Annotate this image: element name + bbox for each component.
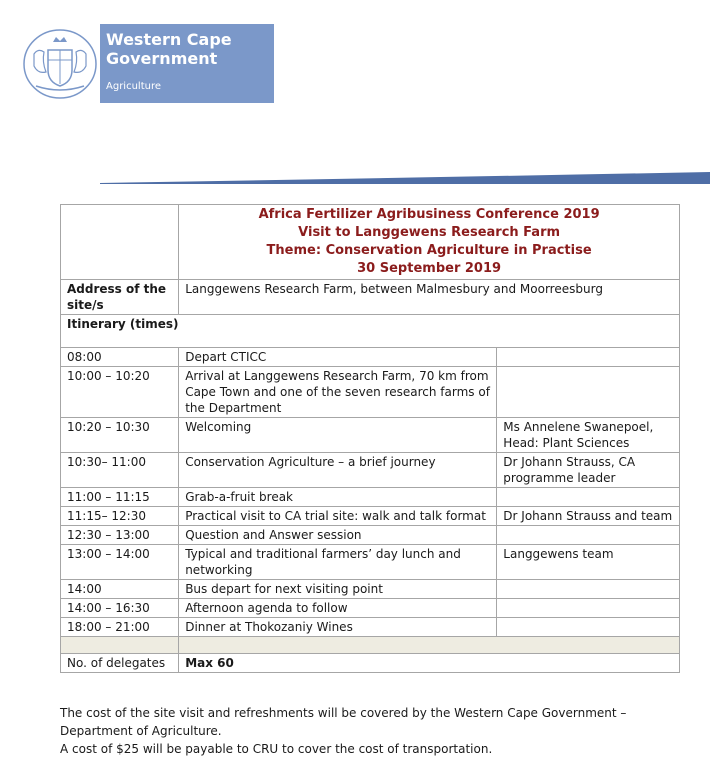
logo-line-2: Government bbox=[106, 49, 218, 68]
schedule-row bbox=[61, 545, 680, 580]
schedule-row bbox=[61, 526, 680, 545]
schedule-person bbox=[497, 367, 680, 418]
title-row bbox=[61, 205, 680, 280]
theme-title: Theme: Conservation Agriculture in Practise bbox=[266, 243, 592, 258]
title-left-cell bbox=[61, 205, 179, 280]
schedule-row bbox=[61, 507, 680, 526]
schedule-activity: Dinner at Thokozaniy Wines bbox=[179, 618, 497, 637]
address-label: Address of the site/s bbox=[61, 280, 179, 315]
coat-of-arms-icon bbox=[20, 24, 100, 103]
visit-date: 30 September 2019 bbox=[357, 261, 502, 276]
schedule-person bbox=[497, 599, 680, 618]
schedule-person: Ms Annelene Swanepoel, Head: Plant Sciences bbox=[497, 418, 680, 453]
schedule-time: 08:00 bbox=[61, 348, 179, 367]
schedule-row bbox=[61, 618, 680, 637]
schedule-time: 12:30 – 13:00 bbox=[61, 526, 179, 545]
schedule-activity: Typical and traditional farmers’ day lunch and networking bbox=[179, 545, 497, 580]
schedule-row bbox=[61, 453, 680, 488]
schedule-activity: Conservation Agriculture – a brief journey bbox=[179, 453, 497, 488]
schedule-person bbox=[497, 488, 680, 507]
shade-cell bbox=[61, 637, 179, 654]
schedule-activity: Bus depart for next visiting point bbox=[179, 580, 497, 599]
shaded-separator-row bbox=[61, 637, 680, 654]
logo-title bbox=[106, 30, 232, 68]
schedule-person bbox=[497, 580, 680, 599]
schedule-person bbox=[497, 348, 680, 367]
schedule-row bbox=[61, 580, 680, 599]
schedule-row bbox=[61, 488, 680, 507]
western-cape-government-logo bbox=[20, 24, 274, 103]
schedule-time: 18:00 – 21:00 bbox=[61, 618, 179, 637]
delegates-value: Max 60 bbox=[179, 654, 680, 673]
schedule-time: 13:00 – 14:00 bbox=[61, 545, 179, 580]
cost-note bbox=[60, 704, 700, 758]
logo-department: Agriculture bbox=[106, 81, 161, 92]
address-row bbox=[61, 280, 680, 315]
schedule-activity: Depart CTICC bbox=[179, 348, 497, 367]
delegates-row bbox=[61, 654, 680, 673]
schedule-time: 11:00 – 11:15 bbox=[61, 488, 179, 507]
schedule-time: 14:00 – 16:30 bbox=[61, 599, 179, 618]
schedule-activity: Practical visit to CA trial site: walk and talk format bbox=[179, 507, 497, 526]
address-value: Langgewens Research Farm, between Malmesbury and Moorreesburg bbox=[179, 280, 680, 315]
schedule-activity: Afternoon agenda to follow bbox=[179, 599, 497, 618]
cost-note-line-1: The cost of the site visit and refreshments will be covered by the Western Cape Government – Department of Agriculture. bbox=[60, 706, 627, 738]
conference-title: Africa Fertilizer Agribusiness Conference 2019 bbox=[258, 207, 600, 222]
schedule-time: 14:00 bbox=[61, 580, 179, 599]
schedule-person bbox=[497, 526, 680, 545]
itinerary-table bbox=[60, 204, 680, 673]
schedule-row bbox=[61, 367, 680, 418]
schedule-activity: Welcoming bbox=[179, 418, 497, 453]
delegates-label: No. of delegates bbox=[61, 654, 179, 673]
cost-note-line-2: A cost of $25 will be payable to CRU to cover the cost of transportation. bbox=[60, 742, 493, 756]
schedule-person: Langgewens team bbox=[497, 545, 680, 580]
schedule-time: 11:15– 12:30 bbox=[61, 507, 179, 526]
itinerary-header-row bbox=[61, 315, 680, 348]
itinerary-label: Itinerary (times) bbox=[61, 315, 680, 348]
decorative-swoosh bbox=[100, 172, 710, 184]
schedule-person bbox=[497, 618, 680, 637]
shade-cell bbox=[179, 637, 680, 654]
schedule-time: 10:00 – 10:20 bbox=[61, 367, 179, 418]
schedule-person: Dr Johann Strauss and team bbox=[497, 507, 680, 526]
title-cell bbox=[179, 205, 680, 280]
schedule-person: Dr Johann Strauss, CA programme leader bbox=[497, 453, 680, 488]
schedule-row bbox=[61, 418, 680, 453]
logo-line-1: Western Cape bbox=[106, 30, 232, 49]
schedule-row bbox=[61, 599, 680, 618]
schedule-activity: Question and Answer session bbox=[179, 526, 497, 545]
schedule-row bbox=[61, 348, 680, 367]
schedule-activity: Grab-a-fruit break bbox=[179, 488, 497, 507]
schedule-time: 10:20 – 10:30 bbox=[61, 418, 179, 453]
schedule-rows bbox=[61, 348, 680, 637]
schedule-activity: Arrival at Langgewens Research Farm, 70 km from Cape Town and one of the seven research farms of the Department bbox=[179, 367, 497, 418]
schedule-time: 10:30– 11:00 bbox=[61, 453, 179, 488]
visit-title: Visit to Langgewens Research Farm bbox=[298, 225, 561, 240]
